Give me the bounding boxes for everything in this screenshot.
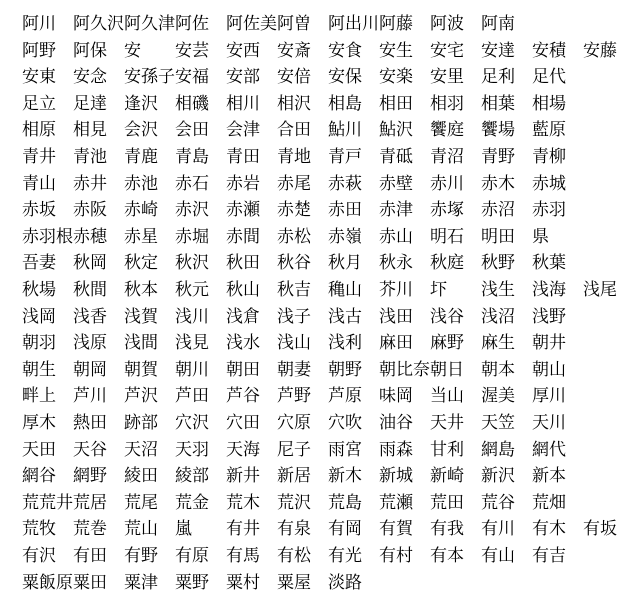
surname-entry: 赤坂 [22,200,56,221]
surname-entry: 赤羽 [532,200,566,221]
surname-entry: 相見 [73,120,107,141]
surname-entry: 新城 [379,466,413,487]
surname-entry: 赤松 [277,226,311,247]
surname-entry: 秋野 [481,253,515,274]
surname-entry: 赤田 [328,200,362,221]
surname-entry: 有本 [430,546,464,566]
surname-entry: 有我 [430,519,464,540]
surname-entry: 有山 [481,546,515,566]
surname-entry: 有川 [481,519,515,540]
surname-entry: 芥川 [379,280,413,300]
surname-entry: 赤星 [124,226,158,247]
surname-entry: 青戸 [328,147,362,167]
surname-entry: 嵐 [175,519,192,540]
surname-entry: 赤萩 [328,173,362,194]
surname-entry: 穐山 [328,280,362,300]
surname-entry: 荒島 [328,492,362,513]
surname-entry: 合田 [277,120,311,141]
surname-entry: 藍原 [532,120,566,141]
surname-entry: 会沢 [124,120,158,141]
surname-entry: 朝田 [226,359,260,380]
surname-entry: 浅谷 [430,306,464,327]
surname-entry: 跡部 [124,413,158,433]
surname-entry: 油谷 [379,413,413,433]
surname-entry: 荒沢 [277,492,311,513]
surname-entry: 安倍 [277,67,311,88]
surname-entry: 青砥 [379,147,413,167]
surname-entry: 安東 [22,67,56,88]
surname-entry: 赤川 [430,173,464,194]
surname-entry: 阿佐美 [226,14,277,34]
surname-entry: 吾妻 [22,253,56,274]
surname-entry: 朝川 [175,359,209,380]
surname-entry: 赤岩 [226,173,260,194]
surname-entry: 天笠 [481,413,515,433]
surname-entry: 天沼 [124,439,158,460]
surname-entry: 相羽 [430,93,464,114]
surname-entry: 朝比奈 [379,359,430,380]
surname-entry: 芦原 [328,386,362,407]
surname-entry: 有馬 [226,546,260,566]
surname-entry: 新本 [532,466,566,487]
surname-entry: 当山 [430,386,464,407]
surname-entry: 秋庭 [430,253,464,274]
surname-entry: 新崎 [430,466,464,487]
surname-entry: 秋葉 [532,253,566,274]
surname-entry: 安部 [226,67,260,88]
surname-entry: 新居 [277,466,311,487]
surname-entry: 朝井 [532,333,566,354]
surname-entry: 雨宮 [328,439,362,460]
surname-entry: 圷 [430,280,447,300]
surname-entry: 荒尾 [124,492,158,513]
surname-entry: 足代 [532,67,566,88]
surname-entry: 熱田 [73,413,107,433]
surname-entry: 相島 [328,93,362,114]
surname-entry: 有松 [277,546,311,566]
surname-entry: 有村 [379,546,413,566]
surname-entry: 浅尾 [583,280,617,300]
surname-entry: 朝山 [532,359,566,380]
surname-entry: 足立 [22,93,56,114]
surname-entry: 阿波 [430,14,464,34]
surname-entry: 浅香 [73,306,107,327]
surname-entry: 浅海 [532,280,566,300]
surname-entry: 荒牧 [22,519,56,540]
surname-entry: 安生 [379,40,413,61]
surname-entry: 有泉 [277,519,311,540]
surname-entry: 粟田 [73,572,107,593]
surname-entry: 安福 [175,67,209,88]
surname-entry: 明石 [430,226,464,247]
surname-entry: 阿藤 [379,14,413,34]
surname-entry: 渥美 [481,386,515,407]
surname-entry: 有光 [328,546,362,566]
surname-entry: 浅子 [277,306,311,327]
surname-entry: 秋吉 [277,280,311,300]
surname-entry: 赤瀬 [226,200,260,221]
surname-entry: 赤嶺 [328,226,362,247]
surname-entry: 饗庭 [430,120,464,141]
surname-entry: 相川 [226,93,260,114]
surname-entry: 赤沼 [481,200,515,221]
surname-entry: 有田 [73,546,107,566]
surname-entry: 厚川 [532,386,566,407]
surname-entry: 浅水 [226,333,260,354]
surname-entry: 青池 [73,147,107,167]
surname-entry: 青柳 [532,147,566,167]
surname-entry: 天田 [22,439,56,460]
surname-entry: 荒田 [430,492,464,513]
surname-entry: 阿南 [481,14,515,34]
surname-entry: 赤塚 [430,200,464,221]
surname-entry: 安食 [328,40,362,61]
surname-entry: 秋間 [73,280,107,300]
surname-entry: 青地 [277,147,311,167]
surname-entry: 芦野 [277,386,311,407]
surname-entry: 有賀 [379,519,413,540]
surname-entry: 有沢 [22,546,56,566]
surname-entry: 麻田 [379,333,413,354]
surname-entry: 荒金 [175,492,209,513]
surname-entry: 甘利 [430,439,464,460]
surname-entry: 秋谷 [277,253,311,274]
surname-entry: 浅岡 [22,306,56,327]
surname-entry: 赤崎 [124,200,158,221]
surname-entry: 有野 [124,546,158,566]
surname-entry: 厚木 [22,413,56,433]
surname-entry: 粟野 [175,572,209,593]
surname-entry: 赤楚 [277,200,311,221]
surname-entry: 安積 [532,40,566,61]
surname-entry: 朝生 [22,359,56,380]
surname-entry: 新井 [226,466,260,487]
surname-entry: 浅川 [175,306,209,327]
surname-entry: 綾部 [175,466,209,487]
surname-entry: 赤阪 [73,200,107,221]
surname-entry: 秋場 [22,280,56,300]
surname-entry: 穴田 [226,413,260,433]
surname-entry: 安里 [430,67,464,88]
surname-entry: 青田 [226,147,260,167]
surname-entry: 秋定 [124,253,158,274]
surname-entry: 安念 [73,67,107,88]
surname-entry: 浅原 [73,333,107,354]
surname-entry: 天谷 [73,439,107,460]
surname-entry: 阿久沢 [73,14,124,34]
surname-entry: 浅山 [277,333,311,354]
surname-entry: 浅利 [328,333,362,354]
surname-entry: 赤穂 [73,226,107,247]
surname-entry: 有原 [175,546,209,566]
surname-entry: 青島 [175,147,209,167]
surname-entry: 赤山 [379,226,413,247]
surname-entry: 網島 [481,439,515,460]
surname-entry: 網代 [532,439,566,460]
surname-entry: 浅田 [379,306,413,327]
surname-entry: 朝日 [430,359,464,380]
surname-entry: 穴原 [277,413,311,433]
surname-entry: 秋田 [226,253,260,274]
surname-entry: 淡路 [328,572,362,593]
surname-entry: 相原 [22,120,56,141]
surname-entry: 浅間 [124,333,158,354]
surname-entry: 有木 [532,519,566,540]
surname-entry: 安斎 [277,40,311,61]
surname-entry: 赤羽根 [22,226,73,247]
surname-entry: 雨森 [379,439,413,460]
surname-entry: 荒巻 [73,519,107,540]
surname-entry: 有吉 [532,546,566,566]
surname-entry: 阿野 [22,40,56,61]
surname-entry: 有岡 [328,519,362,540]
surname-entry: 穴吹 [328,413,362,433]
surname-entry: 荒畑 [532,492,566,513]
surname-entry: 浅古 [328,306,362,327]
surname-entry: 赤沢 [175,200,209,221]
surname-entry: 会田 [175,120,209,141]
surname-entry: 荒谷 [481,492,515,513]
surname-entry: 天羽 [175,439,209,460]
surname-entry: 綾田 [124,466,158,487]
surname-entry: 粟屋 [277,572,311,593]
surname-entry: 青鹿 [124,147,158,167]
surname-entry: 浅野 [532,306,566,327]
surname-entry: 鮎川 [328,120,362,141]
surname-entry: 秋岡 [73,253,107,274]
surname-entry: 安西 [226,40,260,61]
surname-entry: 浅見 [175,333,209,354]
surname-entry: 青井 [22,147,56,167]
surname-entry: 赤井 [73,173,107,194]
surname-entry: 青山 [22,173,56,194]
surname-entry: 網谷 [22,466,56,487]
surname-entry: 安孫子 [124,67,175,88]
surname-entry: 赤壁 [379,173,413,194]
surname-entry: 尼子 [277,439,311,460]
surname-entry: 相沢 [277,93,311,114]
surname-entry: 麻野 [430,333,464,354]
surname-entry: 新沢 [481,466,515,487]
surname-entry: 畔上 [22,386,56,407]
surname-entry: 鮎沢 [379,120,413,141]
surname-entry: 網野 [73,466,107,487]
surname-entry: 秋山 [226,280,260,300]
surname-entry: 阿出川 [328,14,379,34]
surname-entry: 朝岡 [73,359,107,380]
surname-entry: 秋永 [379,253,413,274]
surname-entry: 明田 [481,226,515,247]
surname-entry: 芦沢 [124,386,158,407]
surname-entry: 相田 [379,93,413,114]
surname-entry: 安藤 [583,40,617,61]
surname-entry: 青野 [481,147,515,167]
surname-entry: 朝羽 [22,333,56,354]
surname-entry: 有井 [226,519,260,540]
surname-entry: 芦川 [73,386,107,407]
surname-entry: 安芸 [175,40,209,61]
surname-entry: 芦田 [175,386,209,407]
surname-entry: 阿保 [73,40,107,61]
surname-entry: 秋月 [328,253,362,274]
surname-entry: 安達 [481,40,515,61]
surname-entry: 味岡 [379,386,413,407]
surname-entry: 麻生 [481,333,515,354]
surname-entry: 足達 [73,93,107,114]
surname-entry: 浅賀 [124,306,158,327]
surname-entry: 浅倉 [226,306,260,327]
surname-entry: 阿久津 [124,14,175,34]
surname-entry: 新木 [328,466,362,487]
surname-entry: 安宅 [430,40,464,61]
surname-entry: 粟村 [226,572,260,593]
surname-entry: 秋沢 [175,253,209,274]
surname-entry: 足利 [481,67,515,88]
surname-entry: 赤尾 [277,173,311,194]
surname-entry: 荒山 [124,519,158,540]
surname-entry: 荒居 [73,492,107,513]
surname-entry: 県 [532,226,549,247]
surname-entry: 粟津 [124,572,158,593]
surname-entry: 芦谷 [226,386,260,407]
surname-entry: 朝賀 [124,359,158,380]
surname-entry: 饗場 [481,120,515,141]
surname-entry: 赤池 [124,173,158,194]
surname-entry: 荒瀬 [379,492,413,513]
surname-entry: 赤城 [532,173,566,194]
surname-entry: 会津 [226,120,260,141]
surname-entry: 相葉 [481,93,515,114]
surname-entry: 有坂 [583,519,617,540]
surname-entry: 相磯 [175,93,209,114]
surname-entry: 秋本 [124,280,158,300]
surname-entry: 赤津 [379,200,413,221]
surname-entry: 赤堀 [175,226,209,247]
surname-entry: 天井 [430,413,464,433]
surname-entry: 秋元 [175,280,209,300]
surname-entry: 阿川 [22,14,56,34]
surname-entry: 赤木 [481,173,515,194]
surname-entry: 安保 [328,67,362,88]
surname-entry: 安楽 [379,67,413,88]
surname-entry: 朝妻 [277,359,311,380]
surname-entry: 粟飯原 [22,572,73,593]
surname-entry: 朝本 [481,359,515,380]
surname-entry: 天川 [532,413,566,433]
surname-entry: 安 [124,40,141,61]
surname-entry: 荒荒井 [22,492,73,513]
surname-entry: 青沼 [430,147,464,167]
surname-entry: 阿佐 [175,14,209,34]
surname-entry: 浅生 [481,280,515,300]
surname-entry: 荒木 [226,492,260,513]
surname-entry: 相場 [532,93,566,114]
surname-entry: 阿曽 [277,14,311,34]
surname-entry: 逢沢 [124,93,158,114]
surname-entry: 赤石 [175,173,209,194]
surname-entry: 赤間 [226,226,260,247]
surname-entry: 朝野 [328,359,362,380]
surname-entry: 穴沢 [175,413,209,433]
surname-entry: 天海 [226,439,260,460]
surname-entry: 浅沼 [481,306,515,327]
